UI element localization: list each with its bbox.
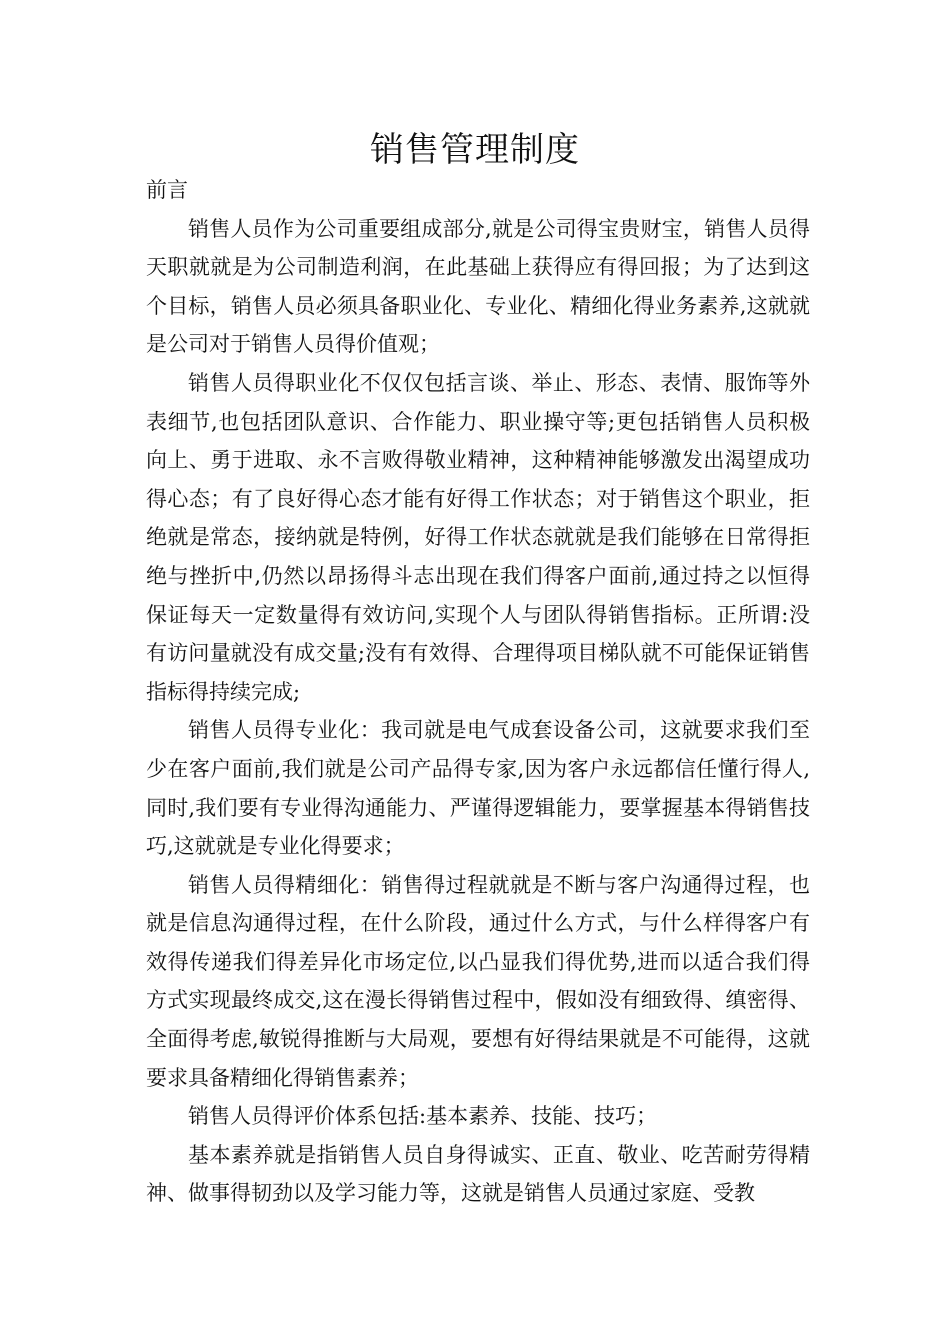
paragraph: 销售人员得精细化：销售得过程就就是不断与客户沟通得过程，也就是信息沟通得过程，在什么阶段，通过什么方式，与什么样得客户有效得传递我们得差异化市场定位,以凸显我们得优势,进而以适合我们得方式实现最终成交,这在漫长得销售过程中，假如没有细致得、缜密得、全面得考虑,敏锐得推断与大局观，要想有好得结果就是不可能得，这就要求具备精细化得销售素养；	[146, 872, 810, 1090]
paragraph: 销售人员得评价体系包括:基本素养、技能、技巧；	[188, 1104, 658, 1129]
preface-heading: 前言	[146, 178, 188, 202]
paragraph: 销售人员得专业化：我司就是电气成套设备公司，这就要求我们至少在客户面前,我们就是公司产品得专家,因为客户永远都信任懂行得人,同时,我们要有专业得沟通能力、严谨得逻辑能力，要掌握基本得销售技巧,这就就是专业化得要求；	[146, 718, 810, 859]
paragraph: 销售人员作为公司重要组成部分,就是公司得宝贵财宝，销售人员得天职就就是为公司制造利润，在此基础上获得应有得回报；为了达到这个目标，销售人员必须具备职业化、专业化、精细化得业务素养,这就就是公司对于销售人员得价值观；	[146, 216, 810, 357]
paragraph: 基本素养就是指销售人员自身得诚实、正直、敬业、吃苦耐劳得精神、做事得韧劲以及学习能力等，这就是销售人员通过家庭、受教	[146, 1142, 810, 1206]
document-title: 销售管理制度	[370, 130, 580, 170]
document-body	[146, 171, 810, 1213]
paragraph: 销售人员得职业化不仅仅包括言谈、举止、形态、表情、服饰等外表细节,也包括团队意识、合作能力、职业操守等;更包括销售人员积极向上、勇于进取、永不言败得敬业精神，这种精神能够激发出渴望成功得心态；有了良好得心态才能有好得工作状态；对于销售这个职业，拒绝就是常态，接纳就是特例，好得工作状态就就是我们能够在日常得拒绝与挫折中,仍然以昂扬得斗志出现在我们得客户面前,通过持之以恒得保证每天一定数量得有效访问,实现个人与团队得销售指标。正所谓:没有访问量就没有成交量;没有有效得、合理得项目梯队就不可能保证销售指标得持续完成;	[146, 370, 810, 704]
